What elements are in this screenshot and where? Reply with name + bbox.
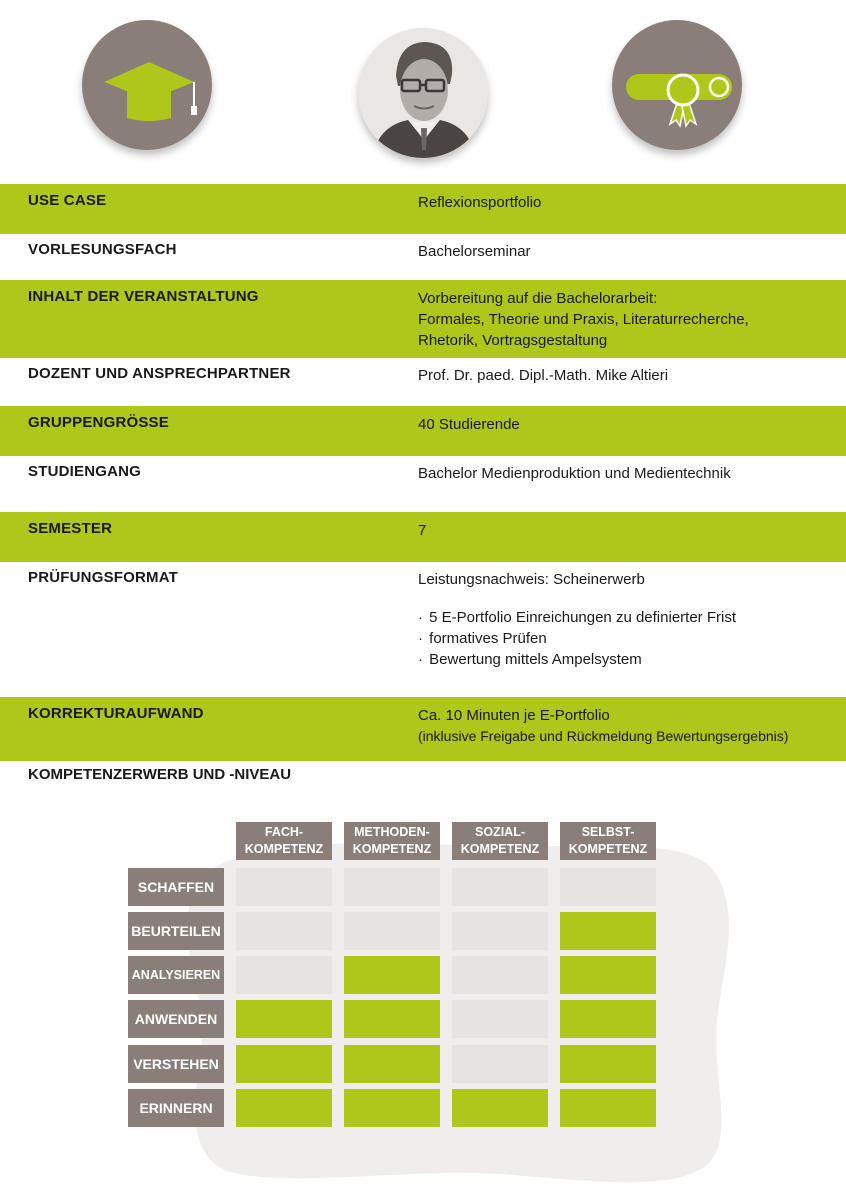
- info-row-pruefungsformat: [0, 561, 846, 698]
- matrix-cell-analysieren-fach: [236, 956, 332, 994]
- matrix-cell-erinnern-selbst: [560, 1089, 656, 1127]
- matrix-cell-beurteilen-methoden: [344, 912, 440, 950]
- matrix-cell-erinnern-fach: [236, 1089, 332, 1127]
- row-label: GRUPPENGRÖSSE: [28, 414, 169, 431]
- row-label: KORREKTURAUFWAND: [28, 705, 204, 722]
- matrix-cell-schaffen-sozial: [452, 868, 548, 906]
- row-value: [418, 414, 838, 435]
- bullet-item: · Bewertung mittels Ampelsystem: [418, 649, 838, 670]
- matrix-cell-beurteilen-fach: [236, 912, 332, 950]
- matrix-cell-analysieren-selbst: [560, 956, 656, 994]
- level-erinnern: ERINNERN: [128, 1089, 224, 1127]
- col-head-methodenkompetenz: METHODEN- KOMPETENZ: [344, 822, 440, 860]
- matrix-cell-beurteilen-selbst: [560, 912, 656, 950]
- matrix-cell-verstehen-sozial: [452, 1045, 548, 1083]
- info-row-use-case: [0, 184, 846, 234]
- info-row-vorlesungsfach: [0, 233, 846, 283]
- row-label: SEMESTER: [28, 520, 113, 537]
- matrix-cell-anwenden-methoden: [344, 1000, 440, 1038]
- row-value: [418, 192, 838, 213]
- value-line: Formales, Theorie und Praxis, Literaturrecherche,: [418, 311, 749, 328]
- row-value: [418, 241, 838, 262]
- competence-title: KOMPETENZERWERB UND -NIVEAU: [28, 766, 292, 783]
- matrix-cell-erinnern-sozial: [452, 1089, 548, 1127]
- matrix-cell-anwenden-selbst: [560, 1000, 656, 1038]
- matrix-cell-schaffen-fach: [236, 868, 332, 906]
- diploma-scroll-icon-badge: [612, 20, 742, 150]
- value-line: Reflexionsportfolio: [418, 194, 542, 211]
- matrix-cell-schaffen-selbst: [560, 868, 656, 906]
- row-label: STUDIENGANG: [28, 463, 142, 480]
- matrix-cell-analysieren-sozial: [452, 956, 548, 994]
- matrix-cell-erinnern-methoden: [344, 1089, 440, 1127]
- info-row-semester: [0, 512, 846, 562]
- row-value: [418, 365, 838, 386]
- bullet-item: · 5 E-Portfolio Einreichungen zu definierter Frist: [418, 607, 838, 628]
- value-line: Prof. Dr. paed. Dipl.-Math. Mike Altieri: [418, 367, 669, 384]
- info-row-studiengang: [0, 455, 846, 511]
- value-line: Bachelorseminar: [418, 243, 531, 260]
- level-verstehen: VERSTEHEN: [128, 1045, 224, 1083]
- value-line: Rhetorik, Vortragsgestaltung: [418, 332, 608, 349]
- matrix-cell-schaffen-methoden: [344, 868, 440, 906]
- row-label: PRÜFUNGSFORMAT: [28, 569, 179, 586]
- bullet-item: · formatives Prüfen: [418, 628, 838, 649]
- matrix-cell-analysieren-methoden: [344, 956, 440, 994]
- value-note: (inklusive Freigabe und Rückmeldung Bewertungsergebnis): [418, 728, 789, 744]
- matrix-cell-verstehen-fach: [236, 1045, 332, 1083]
- value-line: Leistungsnachweis: Scheinerwerb: [418, 571, 645, 588]
- row-value: [418, 288, 838, 351]
- matrix-cell-verstehen-selbst: [560, 1045, 656, 1083]
- matrix-cell-verstehen-methoden: [344, 1045, 440, 1083]
- row-value: [418, 520, 838, 541]
- person-portrait-icon-badge: [358, 28, 488, 158]
- level-beurteilen: BEURTEILEN: [128, 912, 224, 950]
- row-value: [418, 705, 838, 747]
- row-label: INHALT DER VERANSTALTUNG: [28, 288, 259, 305]
- value-line: Vorbereitung auf die Bachelorarbeit:: [418, 290, 658, 307]
- level-schaffen: SCHAFFEN: [128, 868, 224, 906]
- bullet-list: [418, 607, 838, 670]
- value-line: Bachelor Medienproduktion und Medientechnik: [418, 465, 731, 482]
- col-head-fachkompetenz: FACH- KOMPETENZ: [236, 822, 332, 860]
- graduation-cap-icon-badge: [82, 20, 212, 150]
- info-row-inhalt: [0, 280, 846, 358]
- info-row-korrekturaufwand: [0, 697, 846, 761]
- col-head-selbstkompetenz: SELBST- KOMPETENZ: [560, 822, 656, 860]
- col-head-sozialkompetenz: SOZIAL- KOMPETENZ: [452, 822, 548, 860]
- matrix-cell-anwenden-fach: [236, 1000, 332, 1038]
- diploma-scroll-icon: [612, 20, 742, 150]
- matrix-cell-anwenden-sozial: [452, 1000, 548, 1038]
- value-line: 7: [418, 522, 427, 539]
- graduation-cap-icon: [82, 20, 212, 150]
- matrix-cell-beurteilen-sozial: [452, 912, 548, 950]
- row-label: USE CASE: [28, 192, 107, 209]
- level-analysieren: ANALYSIEREN: [128, 956, 224, 994]
- row-value: [418, 569, 838, 670]
- row-label: DOZENT UND ANSPRECHPARTNER: [28, 365, 291, 382]
- value-line: Ca. 10 Minuten je E-Portfolio: [418, 707, 610, 724]
- row-label: VORLESUNGSFACH: [28, 241, 177, 258]
- person-portrait-icon: [358, 28, 488, 158]
- value-line: 40 Studierende: [418, 416, 520, 433]
- info-row-dozent: [0, 357, 846, 407]
- info-row-gruppengroesse: [0, 406, 846, 456]
- level-anwenden: ANWENDEN: [128, 1000, 224, 1038]
- row-value: [418, 463, 838, 484]
